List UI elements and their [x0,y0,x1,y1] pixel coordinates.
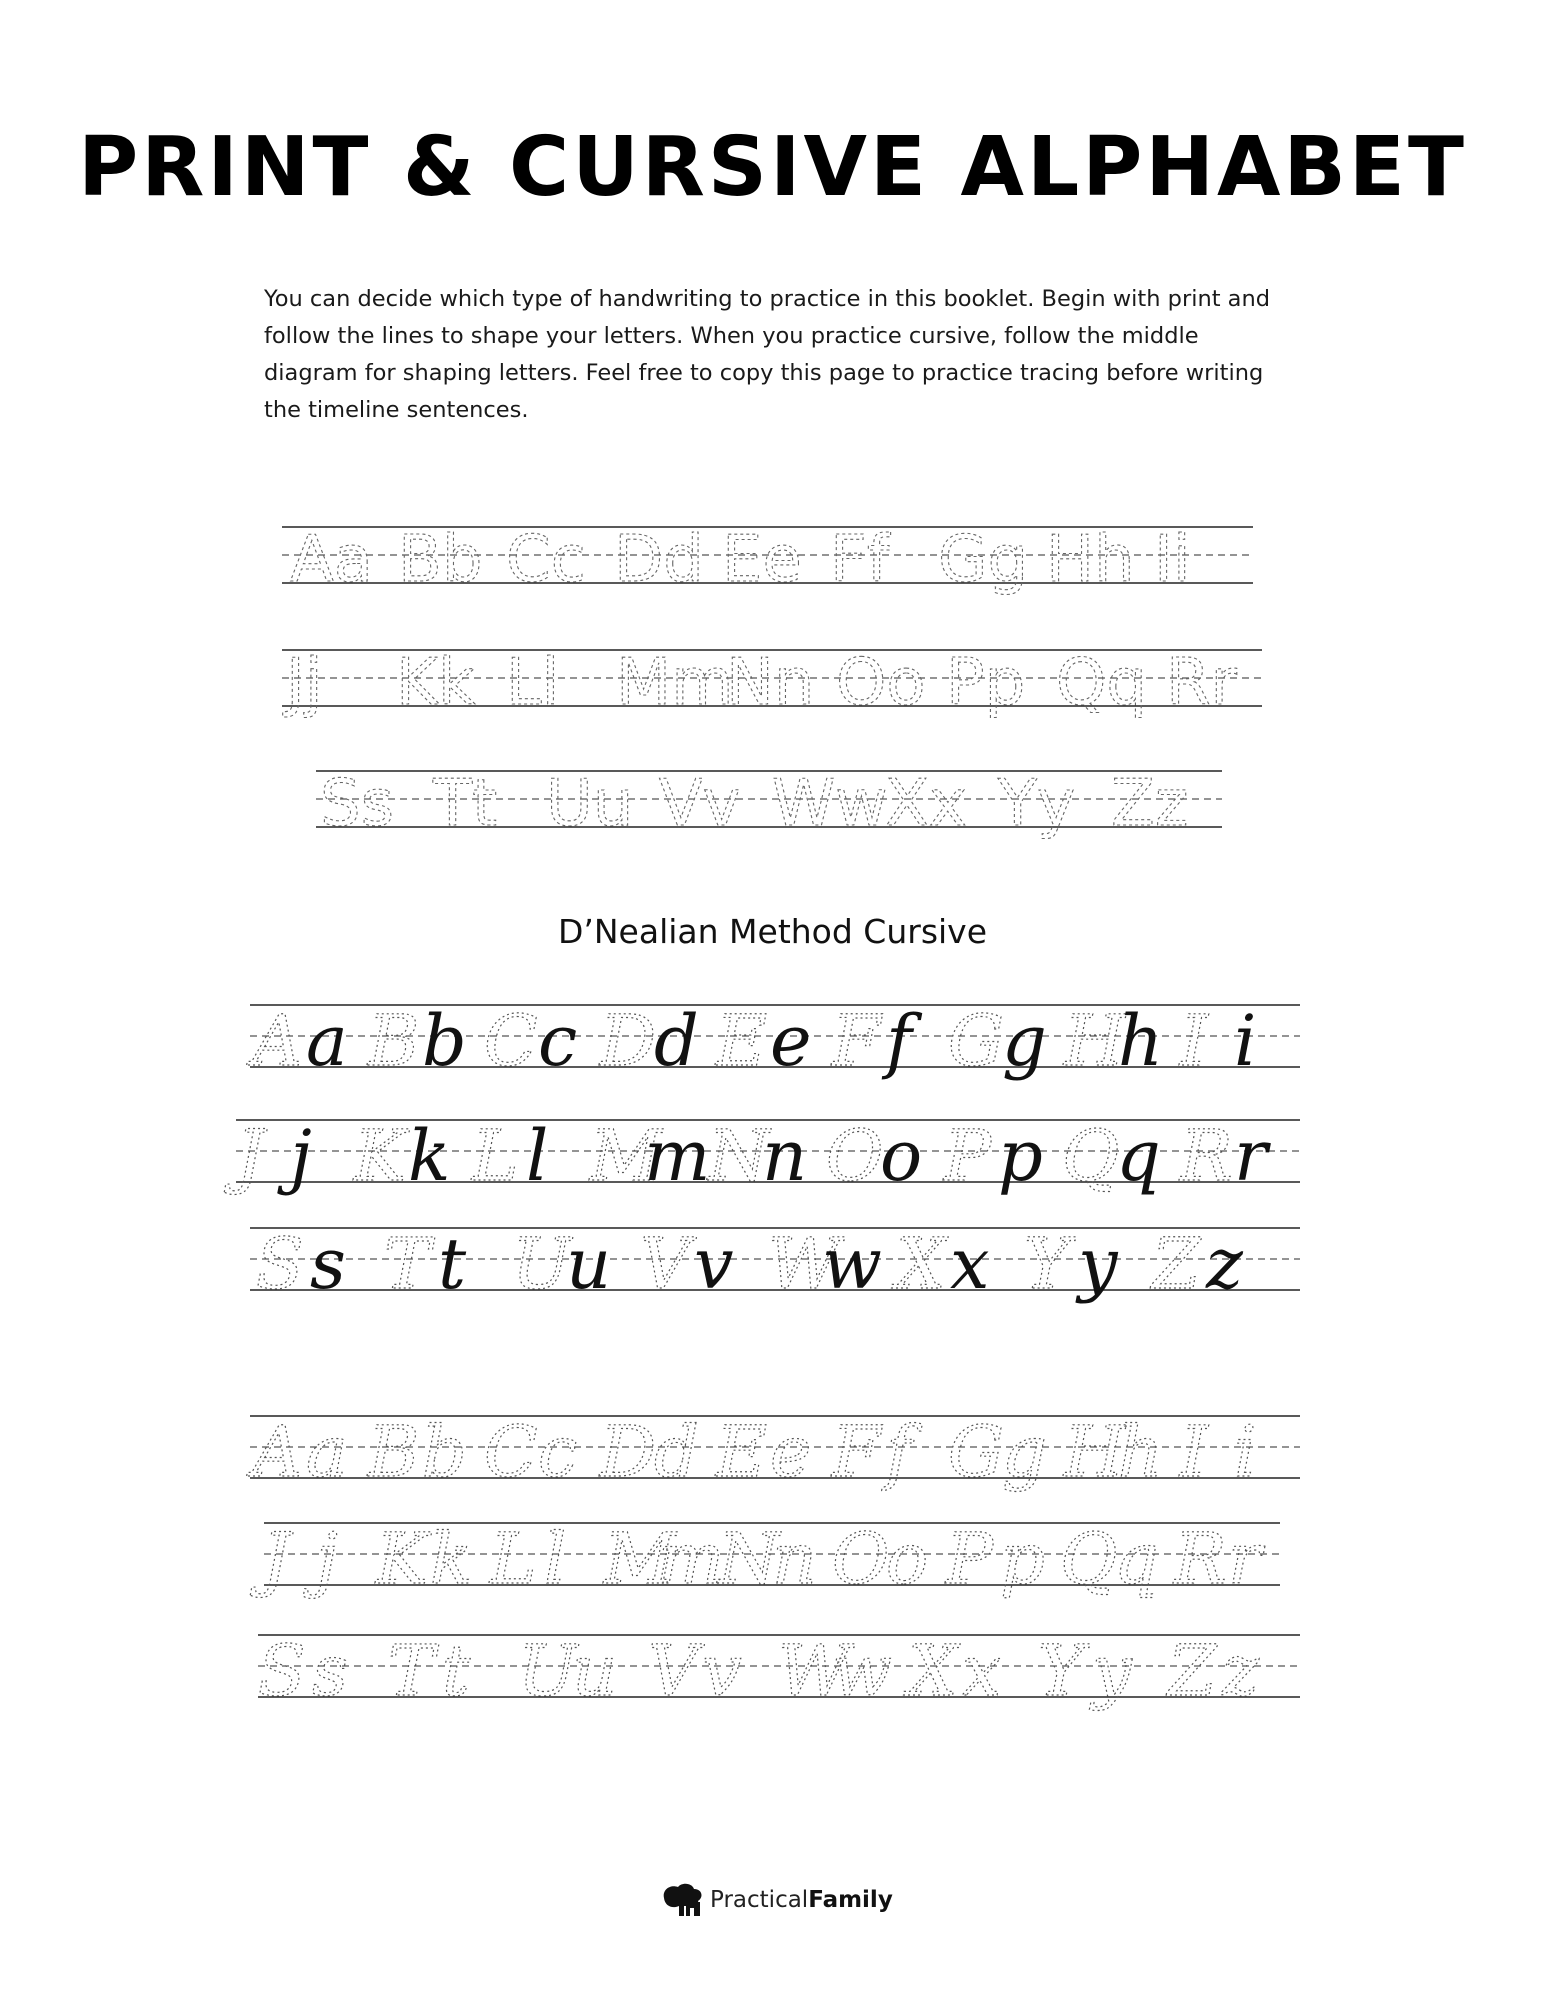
print-letter-pair: Uu [546,767,634,841]
cursive-lower-letter: k [408,1115,451,1197]
cursive-lower-letter: x [950,1223,990,1305]
cursive-lower-letter: x [962,1630,1002,1712]
cursive-upper-letter: B [368,1411,420,1493]
cursive-lower-letter: d [654,1411,699,1493]
cursive-lower-letter: r [1228,1518,1262,1600]
print-letter-pair: Qq [1056,646,1147,720]
tree-house-icon [660,1882,704,1918]
cursive-upper-letter: K [354,1115,407,1197]
cursive-upper-letter: U [512,1223,571,1305]
cursive-upper-letter: H [1064,1411,1126,1493]
cursive-lower-letter: y [1092,1630,1132,1712]
cursive-lower-letter: b [422,1411,467,1493]
cursive-lower-letter: n [772,1518,818,1600]
cursive-upper-letter: Z [1168,1630,1217,1712]
cursive-upper-letter: N [708,1115,770,1197]
print-letter-pair: Ee [722,523,802,597]
cursive-lower-letter: l [544,1518,567,1600]
cursive-upper-letter: L [472,1115,519,1197]
cursive-lower-letter: q [1116,1115,1161,1197]
cursive-lower-letter: b [422,1000,467,1082]
cursive-upper-letter: W [778,1630,850,1712]
cursive-lower-letter: j [316,1518,338,1600]
cursive-upper-letter: Y [1024,1223,1071,1305]
print-row [282,523,1253,597]
cursive-lower-letter: s [312,1630,348,1712]
print-letter-pair: Ii [1154,523,1191,597]
cursive-upper-letter: Z [1152,1223,1201,1305]
cursive-upper-letter: O [832,1518,890,1600]
cursive-practice-row [250,1518,1280,1600]
cursive-lower-letter: o [880,1115,923,1197]
cursive-lower-letter: a [306,1000,348,1082]
cursive-upper-letter: J [262,1518,291,1600]
cursive-lower-letter: f [886,1411,912,1493]
cursive-lower-letter: f [886,1000,912,1082]
cursive-upper-letter: E [716,1000,768,1082]
cursive-upper-letter: S [258,1630,306,1712]
cursive-lower-letter: w [822,1223,882,1305]
print-letter-pair: Jj [286,646,323,720]
print-letter-pair: Nn [726,646,815,720]
cursive-lower-letter: t [442,1630,471,1712]
cursive-upper-letter: Q [1060,1518,1118,1600]
cursive-upper-letter: E [716,1411,768,1493]
print-letter-pair: Pp [946,646,1026,720]
cursive-upper-letter: C [484,1000,538,1082]
cursive-lower-letter: m [644,1115,711,1197]
cursive-lower-letter: l [526,1115,549,1197]
print-letter-pair: Ss [320,767,394,841]
print-row [316,767,1222,841]
print-letter-pair: Aa [290,523,373,597]
print-letter-pair: Tt [433,767,498,841]
cursive-alphabet-section [224,1000,1300,1712]
cursive-lower-letter: g [1002,1000,1047,1082]
cursive-lower-letter: j [290,1115,312,1197]
cursive-lower-letter: i [1234,1000,1257,1082]
cursive-model-row [250,1223,1300,1305]
cursive-lower-letter: u [566,1223,612,1305]
cursive-lower-letter: c [538,1411,578,1493]
cursive-lower-letter: v [702,1630,742,1712]
cursive-upper-letter: D [600,1000,657,1082]
print-letter-pair: Ww [772,767,888,841]
print-letter-pair: Zz [1111,767,1189,841]
cursive-upper-letter: U [518,1630,577,1712]
cursive-lower-letter: e [770,1411,812,1493]
print-alphabet-section [282,523,1262,841]
cursive-lower-letter: v [694,1223,734,1305]
cursive-lower-letter: i [1234,1411,1257,1493]
intro-paragraph: You can decide which type of handwriting to practice in this booklet. Begin with print and follow the lines to shape your letters. When you practice cursive, follow the middle diagram for shaping letters. Feel free to copy this page to practice tracing before writing the timeline sentences. [264,286,1271,423]
print-letter-pair: Xx [885,767,967,841]
print-letter-pair: Oo [836,646,926,720]
brand-name-bold: Family [808,1887,893,1913]
cursive-lower-letter: y [1078,1223,1118,1305]
cursive-upper-letter: W [768,1223,840,1305]
cursive-upper-letter: H [1064,1000,1126,1082]
cursive-lower-letter: g [1002,1411,1047,1493]
cursive-upper-letter: I [1180,1000,1208,1082]
cursive-lower-letter: e [770,1000,812,1082]
print-letter-pair: Kk [396,646,476,720]
cursive-upper-letter: A [252,1411,303,1493]
print-letter-pair: Vv [659,767,741,841]
cursive-upper-letter: F [832,1411,881,1493]
cursive-practice-row [258,1630,1300,1712]
cursive-upper-letter: T [384,1223,431,1305]
cursive-lower-letter: h [1118,1000,1164,1082]
cursive-upper-letter: B [368,1000,420,1082]
print-letter-pair: Hh [1046,523,1135,597]
cursive-lower-letter: q [1114,1518,1159,1600]
print-letter-pair: Gg [938,523,1029,597]
print-letter-pair: Ff [830,523,890,597]
cursive-lower-letter: t [438,1223,467,1305]
cursive-lower-letter: p [1000,1518,1045,1600]
cursive-upper-letter: K [376,1518,429,1600]
print-letter-pair: Ll [506,646,560,720]
cursive-upper-letter: I [1180,1411,1208,1493]
print-letter-pair: Mm [616,646,734,720]
cursive-upper-letter: F [832,1000,881,1082]
cursive-upper-letter: Y [1038,1630,1085,1712]
cursive-model-row [246,1000,1300,1082]
cursive-lower-letter: d [654,1000,699,1082]
cursive-upper-letter: A [252,1000,303,1082]
page-title: PRINT & CURSIVE ALPHABET [78,120,1467,215]
cursive-lower-letter: r [1234,1115,1268,1197]
cursive-upper-letter: G [948,1411,1004,1493]
print-letter-pair: Cc [506,523,586,597]
cursive-lower-letter: u [572,1630,618,1712]
cursive-upper-letter: G [948,1000,1004,1082]
cursive-lower-letter: c [538,1000,578,1082]
cursive-lower-letter: z [1206,1223,1243,1305]
cursive-lower-letter: w [832,1630,892,1712]
print-letter-pair: Rr [1166,646,1237,720]
cursive-upper-letter: V [648,1630,699,1712]
cursive-lower-letter: m [658,1518,725,1600]
cursive-upper-letter: M [604,1518,676,1600]
cursive-model-row [224,1115,1300,1197]
cursive-upper-letter: T [388,1630,435,1712]
cursive-upper-letter: N [718,1518,780,1600]
cursive-lower-letter: s [310,1223,346,1305]
cursive-upper-letter: V [640,1223,691,1305]
cursive-upper-letter: M [590,1115,662,1197]
cursive-upper-letter: P [944,1115,992,1197]
print-letter-pair: Yy [998,767,1075,841]
cursive-lower-letter: h [1118,1411,1164,1493]
cursive-lower-letter: p [998,1115,1043,1197]
cursive-upper-letter: P [946,1518,994,1600]
print-letter-pair: Bb [398,523,483,597]
cursive-upper-letter: R [1174,1518,1227,1600]
footer-brand [660,1880,893,1920]
print-row [282,646,1262,720]
cursive-upper-letter: S [256,1223,304,1305]
cursive-practice-row [246,1411,1300,1493]
cursive-upper-letter: D [600,1411,657,1493]
cursive-upper-letter: L [490,1518,537,1600]
cursive-upper-letter: X [896,1223,946,1305]
cursive-upper-letter: R [1180,1115,1233,1197]
cursive-method-heading: D’Nealian Method Cursive [557,912,988,951]
cursive-lower-letter: a [306,1411,348,1493]
cursive-upper-letter: Q [1062,1115,1120,1197]
cursive-lower-letter: z [1222,1630,1259,1712]
cursive-lower-letter: n [762,1115,808,1197]
print-letter-pair: Dd [614,523,704,597]
cursive-upper-letter: J [236,1115,265,1197]
cursive-upper-letter: X [908,1630,958,1712]
brand-name-light: Practical [710,1887,809,1913]
cursive-lower-letter: o [886,1518,929,1600]
cursive-upper-letter: C [484,1411,538,1493]
cursive-upper-letter: O [826,1115,884,1197]
cursive-lower-letter: k [430,1518,473,1600]
